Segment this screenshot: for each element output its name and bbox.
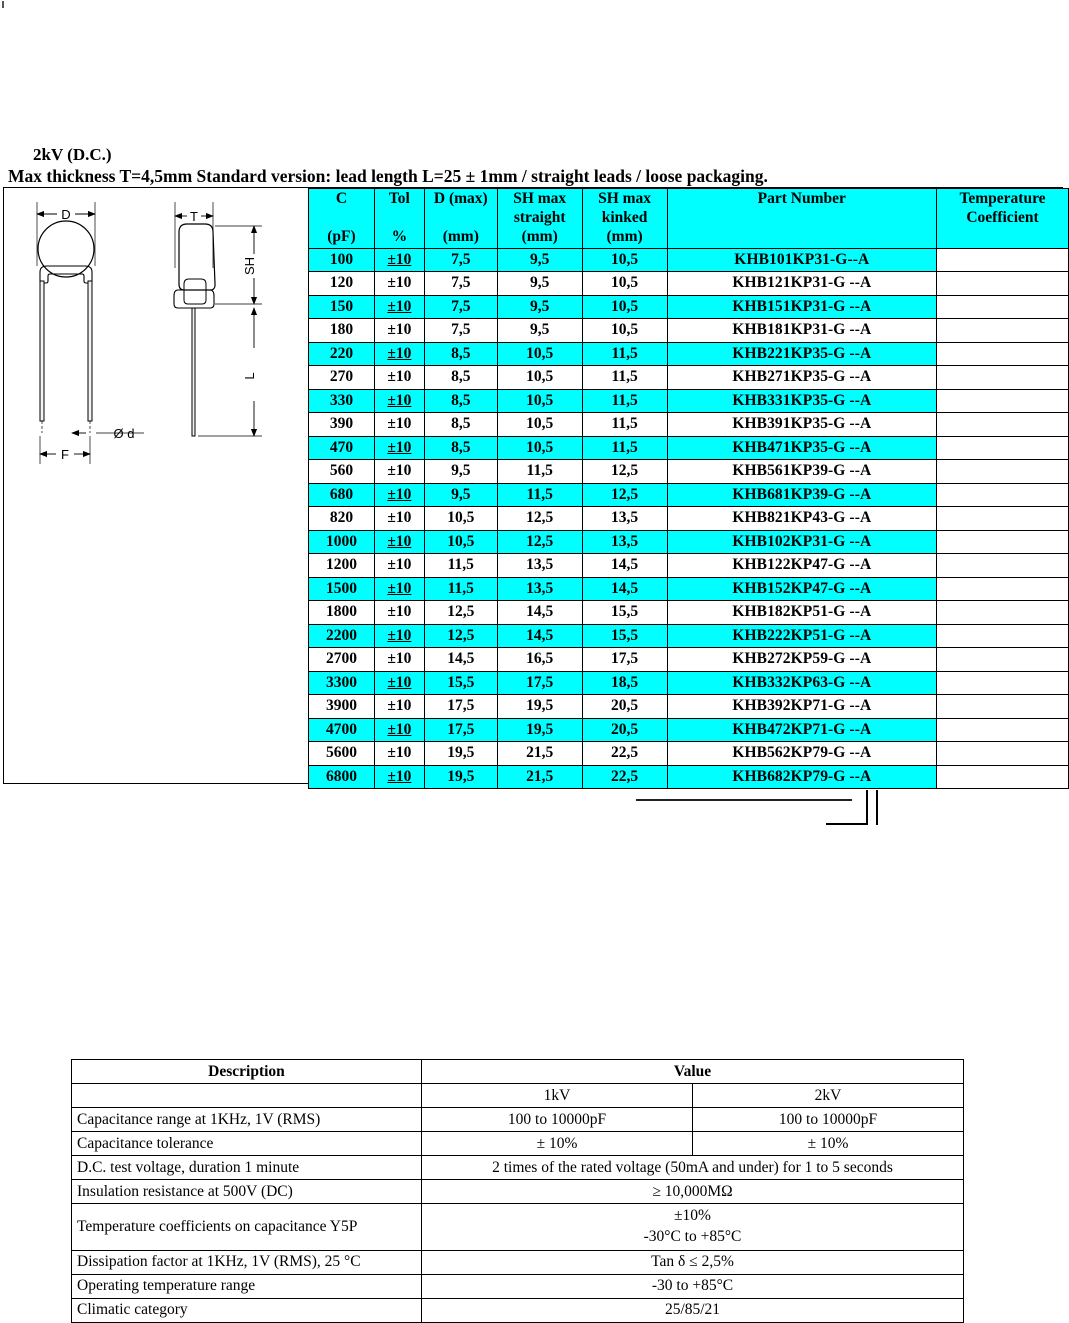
spec-description: Climatic category — [72, 1298, 422, 1322]
cell-diameter: 12,5 — [424, 624, 497, 648]
table-row — [309, 718, 1069, 742]
cell-sh-kinked: 17,5 — [582, 648, 667, 672]
cell-temperature-coefficient — [937, 577, 1069, 601]
cell-diameter: 15,5 — [424, 671, 497, 695]
cell-capacitance: 270 — [309, 366, 375, 390]
cell-tolerance: ±10 — [374, 413, 424, 437]
table-row — [309, 319, 1069, 343]
cell-temperature-coefficient — [937, 272, 1069, 296]
cell-part-number: KHB561KP39-G --A — [667, 460, 937, 484]
cell-capacitance: 1000 — [309, 530, 375, 554]
header-sh-kinked: SH max kinked (mm) — [582, 189, 667, 249]
cell-sh-straight: 10,5 — [497, 342, 582, 366]
cell-diameter: 14,5 — [424, 648, 497, 672]
cell-part-number: KHB391KP35-G --A — [667, 413, 937, 437]
spec-value: 25/85/21 — [422, 1298, 964, 1322]
cell-sh-straight: 17,5 — [497, 671, 582, 695]
cell-capacitance: 3300 — [309, 671, 375, 695]
table-row — [309, 295, 1069, 319]
cell-capacitance: 330 — [309, 389, 375, 413]
table-row — [309, 765, 1069, 789]
cell-part-number: KHB181KP31-G --A — [667, 319, 937, 343]
spec-header-row — [72, 1060, 964, 1084]
cell-sh-straight: 9,5 — [497, 319, 582, 343]
cell-diameter: 9,5 — [424, 460, 497, 484]
cell-sh-straight: 10,5 — [497, 413, 582, 437]
cell-diameter: 12,5 — [424, 601, 497, 625]
spec-row — [72, 1108, 964, 1132]
cell-part-number: KHB271KP35-G --A — [667, 366, 937, 390]
table-row — [309, 624, 1069, 648]
spec-voltage-2kv: 2kV — [693, 1084, 964, 1108]
table-row — [309, 460, 1069, 484]
table-row — [309, 342, 1069, 366]
spec-description: Temperature coefficients on capacitance Y5P — [72, 1204, 422, 1251]
cell-temperature-coefficient — [937, 742, 1069, 766]
table-row — [309, 577, 1069, 601]
cell-temperature-coefficient — [937, 342, 1069, 366]
cell-sh-kinked: 10,5 — [582, 295, 667, 319]
spec-description: Dissipation factor at 1KHz, 1V (RMS), 25 °C — [72, 1250, 422, 1274]
label-thickness: T — [190, 209, 198, 224]
cell-sh-kinked: 20,5 — [582, 695, 667, 719]
cell-diameter: 7,5 — [424, 295, 497, 319]
cell-capacitance: 470 — [309, 436, 375, 460]
cell-diameter: 7,5 — [424, 248, 497, 272]
cell-temperature-coefficient — [937, 718, 1069, 742]
spec-header-value: Value — [422, 1060, 964, 1084]
cell-sh-straight: 12,5 — [497, 530, 582, 554]
cell-capacitance: 4700 — [309, 718, 375, 742]
front-view — [37, 202, 144, 464]
cell-temperature-coefficient — [937, 624, 1069, 648]
cell-temperature-coefficient — [937, 248, 1069, 272]
cell-sh-kinked: 10,5 — [582, 248, 667, 272]
drawing-fragment-dimension-line — [636, 799, 852, 801]
cell-sh-straight: 13,5 — [497, 554, 582, 578]
table-row — [309, 530, 1069, 554]
spec-value: Tan δ ≤ 2,5% — [422, 1250, 964, 1274]
spec-description: Capacitance tolerance — [72, 1132, 422, 1156]
cell-temperature-coefficient — [937, 648, 1069, 672]
cell-part-number: KHB122KP47-G --A — [667, 554, 937, 578]
cell-sh-straight: 19,5 — [497, 695, 582, 719]
cell-sh-kinked: 15,5 — [582, 601, 667, 625]
cell-capacitance: 150 — [309, 295, 375, 319]
cell-capacitance: 2200 — [309, 624, 375, 648]
spec-row — [72, 1156, 964, 1180]
spec-description: Insulation resistance at 500V (DC) — [72, 1180, 422, 1204]
cell-sh-kinked: 20,5 — [582, 718, 667, 742]
part-number-table — [308, 188, 1069, 789]
cell-part-number: KHB472KP71-G --A — [667, 718, 937, 742]
cell-temperature-coefficient — [937, 413, 1069, 437]
spec-row — [72, 1298, 964, 1322]
cell-part-number: KHB821KP43-G --A — [667, 507, 937, 531]
cell-temperature-coefficient — [937, 601, 1069, 625]
cell-tolerance: ±10 — [374, 577, 424, 601]
label-lead-diameter: Ø d — [113, 426, 135, 441]
cell-capacitance: 390 — [309, 413, 375, 437]
header-temperature-coefficient: Temperature Coefficient — [937, 189, 1069, 249]
cell-part-number: KHB332KP63-G --A — [667, 671, 937, 695]
cell-temperature-coefficient — [937, 483, 1069, 507]
cell-part-number: KHB272KP59-G --A — [667, 648, 937, 672]
cell-tolerance: ±10 — [374, 671, 424, 695]
cell-sh-kinked: 18,5 — [582, 671, 667, 695]
cell-tolerance: ±10 — [374, 507, 424, 531]
cell-sh-straight: 10,5 — [497, 389, 582, 413]
table-row — [309, 695, 1069, 719]
spec-description: Capacitance range at 1KHz, 1V (RMS) — [72, 1108, 422, 1132]
cell-diameter: 8,5 — [424, 436, 497, 460]
cell-sh-kinked: 11,5 — [582, 342, 667, 366]
cell-diameter: 19,5 — [424, 742, 497, 766]
cell-part-number: KHB152KP47-G --A — [667, 577, 937, 601]
cell-tolerance: ±10 — [374, 248, 424, 272]
cell-sh-straight: 12,5 — [497, 507, 582, 531]
cell-temperature-coefficient — [937, 319, 1069, 343]
cell-capacitance: 1800 — [309, 601, 375, 625]
cell-tolerance: ±10 — [374, 648, 424, 672]
spec-header-description: Description — [72, 1060, 422, 1084]
corner-artifact — [2, 1, 4, 8]
cell-capacitance: 3900 — [309, 695, 375, 719]
cell-tolerance: ±10 — [374, 342, 424, 366]
cell-tolerance: ±10 — [374, 460, 424, 484]
cell-sh-kinked: 12,5 — [582, 483, 667, 507]
cell-sh-straight: 9,5 — [497, 272, 582, 296]
table-row — [309, 742, 1069, 766]
cell-tolerance: ±10 — [374, 742, 424, 766]
cell-tolerance: ±10 — [374, 765, 424, 789]
cell-part-number: KHB562KP79-G --A — [667, 742, 937, 766]
cell-sh-straight: 11,5 — [497, 483, 582, 507]
cell-sh-straight: 14,5 — [497, 624, 582, 648]
cell-sh-kinked: 22,5 — [582, 765, 667, 789]
voltage-rating-title: 2kV (D.C.) — [33, 145, 112, 164]
spec-value: ±10% -30°C to +85°C — [422, 1204, 964, 1251]
cell-diameter: 8,5 — [424, 342, 497, 366]
cell-part-number: KHB331KP35-G --A — [667, 389, 937, 413]
dimension-spec-line: Max thickness T=4,5mm Standard version: lead length L=25 ± 1mm / straight leads / loose packaging. — [8, 166, 768, 186]
cell-sh-kinked: 22,5 — [582, 742, 667, 766]
spec-voltage-row — [72, 1084, 964, 1108]
cell-sh-straight: 19,5 — [497, 718, 582, 742]
cell-temperature-coefficient — [937, 671, 1069, 695]
cell-sh-kinked: 11,5 — [582, 366, 667, 390]
specification-table — [71, 1059, 964, 1323]
spec-value: -30 to +85°C — [422, 1274, 964, 1298]
cell-sh-straight: 10,5 — [497, 366, 582, 390]
spec-value-2kv: ± 10% — [693, 1132, 964, 1156]
drawing-fragment-lead-right — [876, 790, 878, 825]
cell-sh-kinked: 14,5 — [582, 554, 667, 578]
cell-part-number: KHB221KP35-G --A — [667, 342, 937, 366]
cell-diameter: 17,5 — [424, 718, 497, 742]
cell-sh-kinked: 13,5 — [582, 507, 667, 531]
cell-capacitance: 220 — [309, 342, 375, 366]
cell-diameter: 8,5 — [424, 366, 497, 390]
spec-row — [72, 1274, 964, 1298]
spec-description: Operating temperature range — [72, 1274, 422, 1298]
cell-capacitance: 5600 — [309, 742, 375, 766]
drawing-fragment-baseline — [826, 823, 868, 825]
cell-temperature-coefficient — [937, 436, 1069, 460]
cell-capacitance: 1500 — [309, 577, 375, 601]
cell-sh-kinked: 11,5 — [582, 436, 667, 460]
spec-value-1kv: ± 10% — [422, 1132, 693, 1156]
label-lead-length: L — [242, 372, 257, 380]
header-tolerance: Tol % — [374, 189, 424, 249]
cell-tolerance: ±10 — [374, 366, 424, 390]
cell-capacitance: 6800 — [309, 765, 375, 789]
table-row — [309, 248, 1069, 272]
table-row — [309, 272, 1069, 296]
spec-description: D.C. test voltage, duration 1 minute — [72, 1156, 422, 1180]
label-seating-height: SH — [242, 256, 257, 276]
cell-sh-kinked: 15,5 — [582, 624, 667, 648]
cell-capacitance: 560 — [309, 460, 375, 484]
drawing-fragment-lead-left — [866, 790, 868, 825]
cell-sh-kinked: 10,5 — [582, 319, 667, 343]
cell-temperature-coefficient — [937, 507, 1069, 531]
table-row — [309, 436, 1069, 460]
header-part-number: Part Number — [667, 189, 937, 249]
cell-diameter: 9,5 — [424, 483, 497, 507]
cell-sh-straight: 16,5 — [497, 648, 582, 672]
spec-value: ≥ 10,000MΩ — [422, 1180, 964, 1204]
cell-tolerance: ±10 — [374, 530, 424, 554]
side-view — [174, 202, 262, 436]
cell-diameter: 7,5 — [424, 272, 497, 296]
label-lead-spacing: F — [61, 447, 69, 462]
cell-diameter: 10,5 — [424, 530, 497, 554]
cell-temperature-coefficient — [937, 389, 1069, 413]
cell-capacitance: 120 — [309, 272, 375, 296]
cell-sh-straight: 11,5 — [497, 460, 582, 484]
cell-tolerance: ±10 — [374, 695, 424, 719]
cell-sh-kinked: 13,5 — [582, 530, 667, 554]
table-row — [309, 366, 1069, 390]
cell-tolerance: ±10 — [374, 389, 424, 413]
cell-sh-kinked: 12,5 — [582, 460, 667, 484]
cell-part-number: KHB121KP31-G --A — [667, 272, 937, 296]
cell-sh-straight: 21,5 — [497, 765, 582, 789]
cell-capacitance: 820 — [309, 507, 375, 531]
label-diameter: D — [61, 207, 71, 222]
cell-diameter: 7,5 — [424, 319, 497, 343]
table-row — [309, 648, 1069, 672]
cell-diameter: 8,5 — [424, 389, 497, 413]
cell-diameter: 10,5 — [424, 507, 497, 531]
cell-part-number: KHB392KP71-G --A — [667, 695, 937, 719]
cell-diameter: 19,5 — [424, 765, 497, 789]
header-sh-straight: SH max straight (mm) — [497, 189, 582, 249]
cell-temperature-coefficient — [937, 366, 1069, 390]
spec-voltage-blank — [72, 1084, 422, 1108]
cell-sh-kinked: 11,5 — [582, 413, 667, 437]
cell-part-number: KHB151KP31-G --A — [667, 295, 937, 319]
cell-part-number: KHB101KP31-G--A — [667, 248, 937, 272]
table-row — [309, 483, 1069, 507]
cell-sh-straight: 9,5 — [497, 248, 582, 272]
cell-temperature-coefficient — [937, 554, 1069, 578]
cell-tolerance: ±10 — [374, 554, 424, 578]
cell-temperature-coefficient — [937, 460, 1069, 484]
cell-sh-kinked: 10,5 — [582, 272, 667, 296]
spec-row — [72, 1204, 964, 1251]
cell-part-number: KHB681KP39-G --A — [667, 483, 937, 507]
cell-tolerance: ±10 — [374, 272, 424, 296]
cell-sh-straight: 10,5 — [497, 436, 582, 460]
table-row — [309, 601, 1069, 625]
table-header-row — [309, 189, 1069, 249]
cell-diameter: 8,5 — [424, 413, 497, 437]
cell-sh-straight: 21,5 — [497, 742, 582, 766]
spec-row — [72, 1250, 964, 1274]
cell-sh-straight: 9,5 — [497, 295, 582, 319]
header-capacitance: C (pF) — [309, 189, 375, 249]
header-diameter: D (max) (mm) — [424, 189, 497, 249]
cell-part-number: KHB682KP79-G --A — [667, 765, 937, 789]
cell-temperature-coefficient — [937, 530, 1069, 554]
cell-tolerance: ±10 — [374, 295, 424, 319]
table-row — [309, 413, 1069, 437]
cell-capacitance: 2700 — [309, 648, 375, 672]
cell-tolerance: ±10 — [374, 483, 424, 507]
cell-sh-kinked: 11,5 — [582, 389, 667, 413]
cell-diameter: 11,5 — [424, 554, 497, 578]
spec-row — [72, 1180, 964, 1204]
spec-value-1kv: 100 to 10000pF — [422, 1108, 693, 1132]
cell-capacitance: 1200 — [309, 554, 375, 578]
cell-tolerance: ±10 — [374, 624, 424, 648]
capacitor-dimension-drawing — [12, 196, 302, 556]
cell-part-number: KHB102KP31-G --A — [667, 530, 937, 554]
cell-sh-straight: 13,5 — [497, 577, 582, 601]
table-row — [309, 554, 1069, 578]
cell-diameter: 11,5 — [424, 577, 497, 601]
cell-capacitance: 680 — [309, 483, 375, 507]
cell-temperature-coefficient — [937, 295, 1069, 319]
cell-tolerance: ±10 — [374, 601, 424, 625]
table-row — [309, 389, 1069, 413]
cell-temperature-coefficient — [937, 765, 1069, 789]
cell-part-number: KHB222KP51-G --A — [667, 624, 937, 648]
spec-value-2kv: 100 to 10000pF — [693, 1108, 964, 1132]
cell-part-number: KHB471KP35-G --A — [667, 436, 937, 460]
cell-capacitance: 180 — [309, 319, 375, 343]
cell-diameter: 17,5 — [424, 695, 497, 719]
cell-temperature-coefficient — [937, 695, 1069, 719]
spec-row — [72, 1132, 964, 1156]
cell-tolerance: ±10 — [374, 319, 424, 343]
spec-voltage-1kv: 1kV — [422, 1084, 693, 1108]
cell-sh-kinked: 14,5 — [582, 577, 667, 601]
cell-tolerance: ±10 — [374, 436, 424, 460]
cell-capacitance: 100 — [309, 248, 375, 272]
table-row — [309, 507, 1069, 531]
cell-tolerance: ±10 — [374, 718, 424, 742]
cell-part-number: KHB182KP51-G --A — [667, 601, 937, 625]
table-row — [309, 671, 1069, 695]
spec-value: 2 times of the rated voltage (50mA and under) for 1 to 5 seconds — [422, 1156, 964, 1180]
cell-sh-straight: 14,5 — [497, 601, 582, 625]
